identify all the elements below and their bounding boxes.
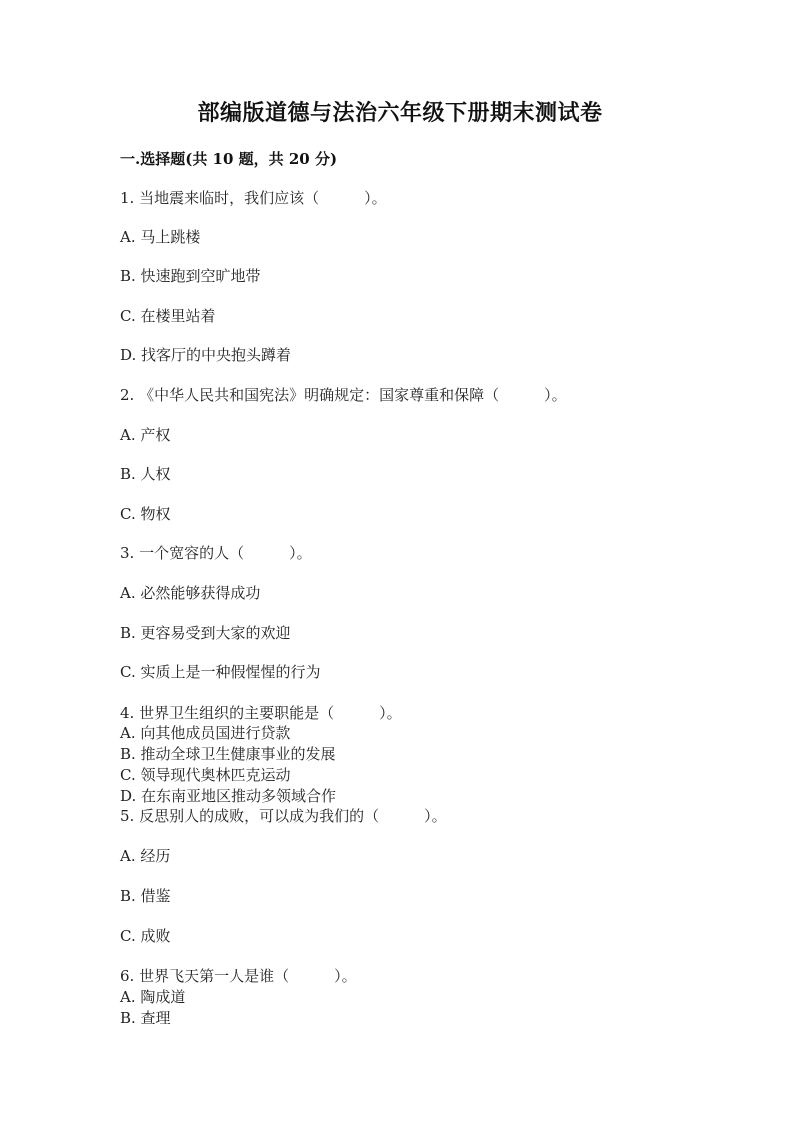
question-3-stem: 3. 一个宽容的人（ ）。 [120,544,312,562]
question-5-option-b: B. 借鉴 [120,887,171,905]
question-5-option-a: A. 经历 [120,847,171,865]
question-3-option-c: C. 实质上是一种假惺惺的行为 [120,663,321,681]
question-1-option-b: B. 快速跑到空旷地带 [120,267,261,285]
question-4-option-c: C. 领导现代奥林匹克运动 [120,766,291,784]
page-title: 部编版道德与法治六年级下册期末测试卷 [197,100,603,126]
question-1-option-a: A. 马上跳楼 [120,228,201,246]
question-5-stem: 5. 反思别人的成败，可以成为我们的（ ）。 [120,807,447,825]
question-4-option-b: B. 推动全球卫生健康事业的发展 [120,745,336,763]
question-2-stem: 2. 《中华人民共和国宪法》明确规定：国家尊重和保障（ ）。 [120,386,567,404]
question-2-option-c: C. 物权 [120,505,171,523]
question-5-option-c: C. 成败 [120,927,171,945]
question-1-stem: 1. 当地震来临时，我们应该（ ）。 [120,189,387,207]
question-6-option-b: B. 查理 [120,1009,171,1027]
question-1-option-d: D. 找客厅的中央抱头蹲着 [120,346,292,364]
question-6-stem: 6. 世界飞天第一人是谁（ ）。 [120,967,357,985]
question-1-option-c: C. 在楼里站着 [120,307,216,325]
question-2-option-b: B. 人权 [120,465,171,483]
question-3-option-a: A. 必然能够获得成功 [120,584,261,602]
question-2-option-a: A. 产权 [120,426,171,444]
question-4-stem: 4. 世界卫生组织的主要职能是（ ）。 [120,704,402,722]
question-3-option-b: B. 更容易受到大家的欢迎 [120,624,291,642]
question-6-option-a: A. 陶成道 [120,988,186,1006]
section-heading: 一.选择题(共 10 题，共 20 分) [120,150,338,168]
question-4-option-a: A. 向其他成员国进行贷款 [120,724,291,742]
question-4-option-d: D. 在东南亚地区推动多领域合作 [120,787,337,805]
